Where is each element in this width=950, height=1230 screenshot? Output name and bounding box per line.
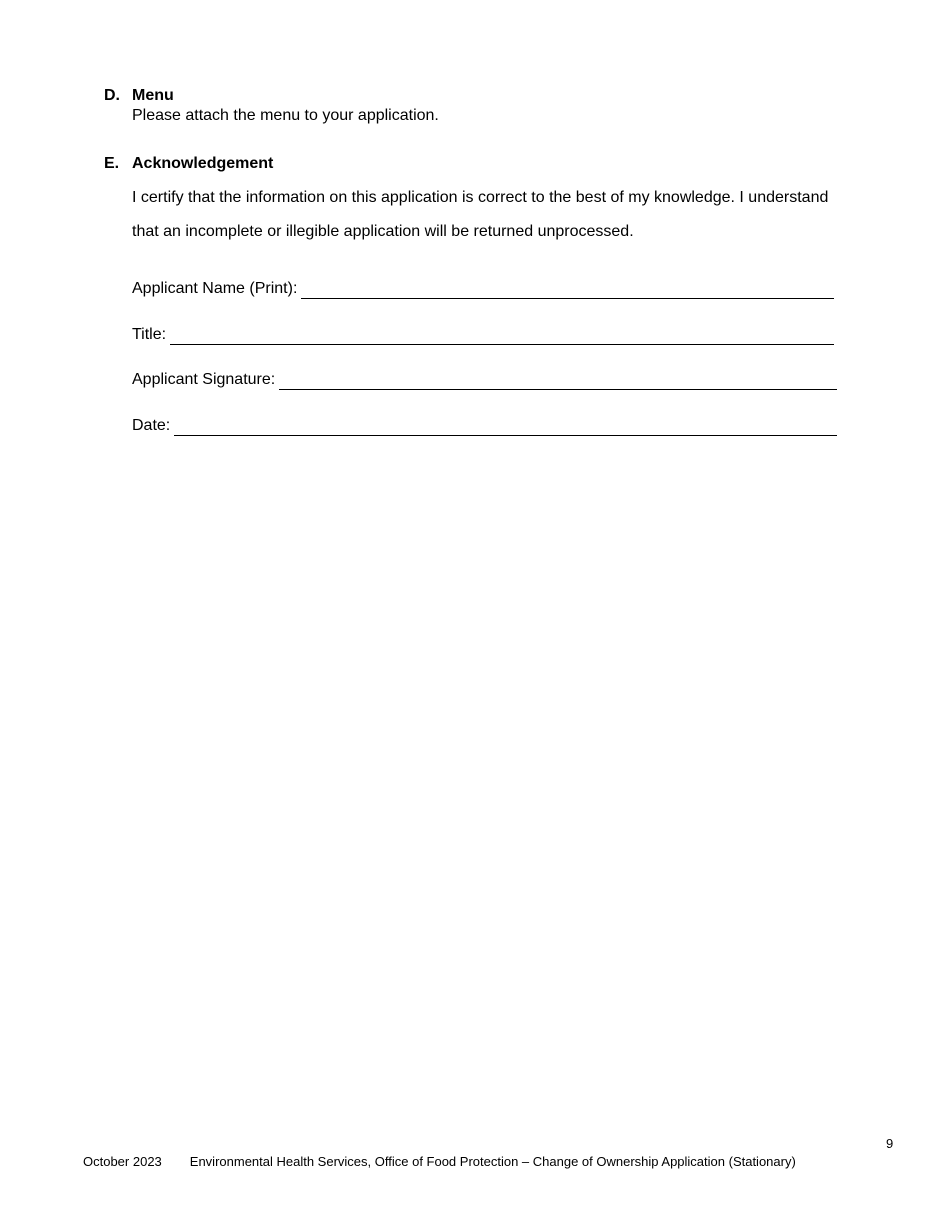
section-title: Menu xyxy=(132,87,174,104)
section-heading xyxy=(104,86,844,106)
section-acknowledgement xyxy=(104,154,844,249)
section-heading xyxy=(104,154,844,174)
section-title: Acknowledgement xyxy=(132,155,274,172)
page-number: 9 xyxy=(886,1136,894,1151)
field-label: Applicant Name (Print): xyxy=(132,280,298,297)
blank-line[interactable] xyxy=(301,282,834,299)
date-field[interactable] xyxy=(132,416,837,436)
footer-date: October 2023 xyxy=(83,1154,162,1169)
page-footer xyxy=(83,1154,796,1169)
title-field[interactable] xyxy=(132,325,834,345)
field-label: Date: xyxy=(132,417,171,434)
section-letter: E. xyxy=(104,155,120,172)
blank-line[interactable] xyxy=(170,328,834,345)
applicant-signature-field[interactable] xyxy=(132,370,837,390)
blank-line[interactable] xyxy=(174,419,837,436)
footer-title: Environmental Health Services, Office of Food Protection – Change of Ownership Application (Stationary) xyxy=(189,1154,796,1169)
section-text: Please attach the menu to your application. xyxy=(132,107,439,124)
field-label: Applicant Signature: xyxy=(132,371,276,388)
section-menu xyxy=(104,86,844,126)
section-letter: D. xyxy=(104,87,120,104)
applicant-name-field[interactable] xyxy=(132,279,834,299)
blank-line[interactable] xyxy=(279,373,837,390)
acknowledgement-text: I certify that the information on this application is correct to the best of my knowledge. I understand that an incomplete or illegible application will be returned unprocessed. xyxy=(132,189,829,240)
field-label: Title: xyxy=(132,326,167,343)
